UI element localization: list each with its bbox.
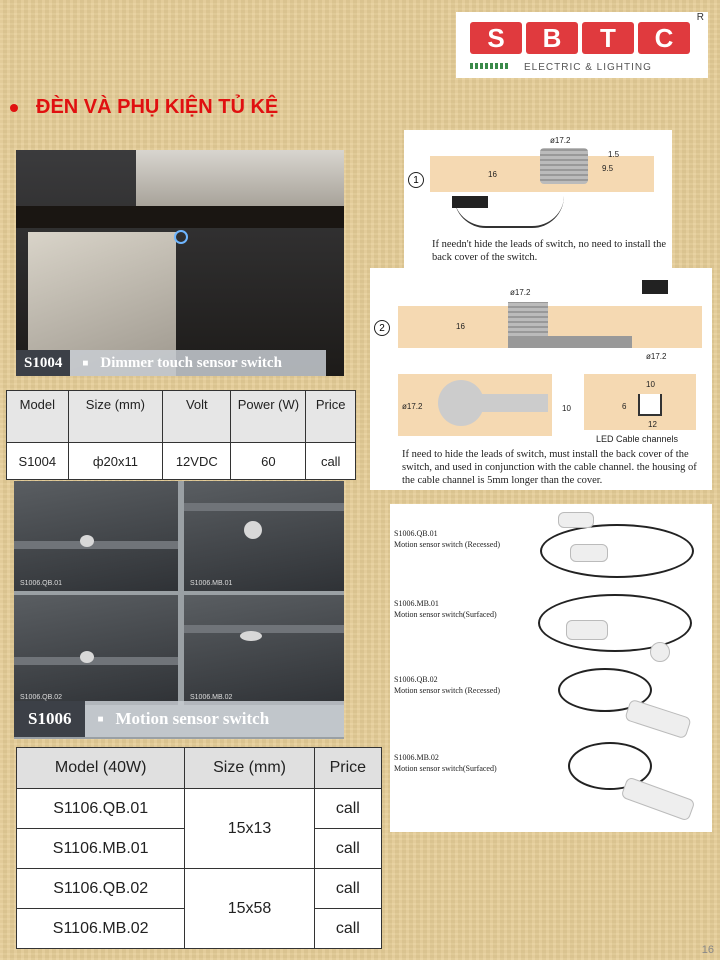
logo-letter: B bbox=[526, 22, 578, 54]
cell-volt: 12VDC bbox=[163, 443, 231, 480]
dim-label: 10 bbox=[562, 404, 571, 413]
diagram1-note: If needn't hide the leads of switch, no need to install the back cover of the switch. bbox=[432, 239, 666, 263]
cell-price: call bbox=[314, 909, 381, 949]
cable-icon bbox=[540, 524, 694, 578]
logo-letter: S bbox=[470, 22, 522, 54]
s1004-spec-table bbox=[6, 390, 356, 480]
col-header: Model bbox=[7, 391, 69, 443]
cell-model: S1106.QB.02 bbox=[17, 869, 185, 909]
sensor-icon bbox=[240, 631, 262, 641]
logo-letter: C bbox=[638, 22, 690, 54]
connector-icon bbox=[642, 280, 668, 294]
sensor-icon bbox=[558, 512, 594, 528]
product-desc: Motion sensor switch (Recessed) bbox=[394, 540, 500, 549]
cable-channel-icon bbox=[638, 394, 662, 416]
product-code: S1006.MB.01 bbox=[394, 599, 439, 608]
s1006-name: Motion sensor switch bbox=[115, 709, 270, 728]
s1004-caption bbox=[16, 350, 326, 376]
sensor-icon bbox=[80, 651, 94, 663]
s1006-caption bbox=[14, 701, 344, 737]
shelf bbox=[16, 206, 344, 228]
col-header: Size (mm) bbox=[185, 748, 314, 789]
back-cover bbox=[508, 336, 632, 348]
page-number: 16 bbox=[701, 944, 714, 956]
sensor-icon bbox=[624, 699, 692, 740]
separator-icon: ■ bbox=[97, 713, 104, 725]
table-header-row bbox=[17, 748, 382, 789]
product-code: S1006.MB.02 bbox=[394, 753, 439, 762]
list-item bbox=[394, 528, 500, 550]
dim-label: 10 bbox=[646, 380, 655, 389]
registered-mark: R bbox=[696, 12, 704, 23]
sensor-icon bbox=[570, 544, 608, 562]
installation-diagram-1 bbox=[404, 130, 672, 268]
s1006-photo-grid bbox=[14, 481, 344, 739]
col-header: Price bbox=[314, 748, 381, 789]
logo-tagline: ELECTRIC & LIGHTING bbox=[524, 62, 652, 73]
list-item bbox=[394, 752, 497, 774]
cell-model: S1106.QB.01 bbox=[17, 789, 185, 829]
s1006-code: S1006 bbox=[14, 701, 85, 737]
cutout-channel bbox=[476, 394, 548, 412]
photo-label: S1006.QB.01 bbox=[20, 580, 63, 587]
cell-price: call bbox=[314, 829, 381, 869]
cell-model: S1004 bbox=[7, 443, 69, 480]
cable-icon bbox=[538, 594, 692, 652]
product-code: S1006.QB.02 bbox=[394, 675, 438, 684]
switch-body bbox=[540, 148, 588, 184]
dim-label: 9.5 bbox=[602, 164, 614, 173]
photo-label: S1006.MB.02 bbox=[190, 694, 233, 701]
list-item bbox=[394, 598, 497, 620]
switch-body bbox=[508, 302, 548, 336]
col-header: Size (mm) bbox=[68, 391, 163, 443]
cell-size: 15x58 bbox=[185, 869, 314, 949]
brand-logo bbox=[456, 12, 708, 78]
touch-sensor-icon bbox=[174, 230, 188, 244]
bullet-icon bbox=[10, 104, 18, 112]
product-desc: Motion sensor switch(Surfaced) bbox=[394, 764, 497, 773]
cabinet-top bbox=[136, 150, 344, 206]
diagram2-note: If need to hide the leads of switch, must install the back cover of the switch, and used in conjunction with the cable channel. the housing of the cable channel is 5mm longer than the cover. bbox=[402, 449, 697, 486]
cell-size: ф20x11 bbox=[68, 443, 163, 480]
table-header-row bbox=[7, 391, 356, 443]
logo-letter: T bbox=[582, 22, 634, 54]
sensor-icon bbox=[80, 535, 94, 547]
product-photo-panel bbox=[390, 504, 712, 832]
connector-icon bbox=[452, 196, 488, 208]
dim-label: ø17.2 bbox=[646, 352, 667, 361]
table-row bbox=[17, 789, 382, 829]
photo-label: S1006.MB.01 bbox=[190, 580, 233, 587]
dim-label: ø17.2 bbox=[510, 288, 531, 297]
cell-price: call bbox=[306, 443, 356, 480]
sensor-icon bbox=[566, 620, 608, 640]
dim-label: 1.5 bbox=[608, 150, 620, 159]
product-desc: Motion sensor switch (Recessed) bbox=[394, 686, 500, 695]
page-title-text: ĐÈN VÀ PHỤ KIỆN TỦ KỆ bbox=[36, 96, 279, 118]
table-row bbox=[7, 443, 356, 480]
dim-label: ø17.2 bbox=[550, 136, 571, 145]
sensor-icon bbox=[244, 521, 262, 539]
photo-label: S1006.QB.02 bbox=[20, 694, 63, 701]
s1004-code: S1004 bbox=[16, 350, 70, 376]
installation-diagram-2 bbox=[370, 268, 712, 490]
s1006-photo bbox=[14, 595, 178, 705]
col-header: Model (40W) bbox=[17, 748, 185, 789]
channel-label: LED Cable channels bbox=[596, 434, 679, 444]
dim-label: 16 bbox=[488, 170, 497, 179]
cell-price: call bbox=[314, 789, 381, 829]
s1006-spec-table bbox=[16, 747, 382, 949]
dim-label: ø17.2 bbox=[402, 402, 423, 411]
col-header: Volt bbox=[163, 391, 231, 443]
s1004-name: Dimmer touch sensor switch bbox=[100, 354, 282, 371]
dim-label: 16 bbox=[456, 322, 465, 331]
product-desc: Motion sensor switch(Surfaced) bbox=[394, 610, 497, 619]
cell-price: call bbox=[314, 869, 381, 909]
step-number: 1 bbox=[408, 172, 424, 188]
list-item bbox=[394, 674, 500, 696]
dim-label: 6 bbox=[622, 402, 627, 411]
col-header: Price bbox=[306, 391, 356, 443]
cell-size: 15x13 bbox=[185, 789, 314, 869]
s1006-photo bbox=[14, 481, 178, 591]
table-row bbox=[17, 869, 382, 909]
dim-label: 12 bbox=[648, 420, 657, 429]
s1004-photo bbox=[16, 150, 344, 376]
step-number: 2 bbox=[374, 320, 390, 336]
sensor-icon bbox=[650, 642, 670, 662]
cell-power: 60 bbox=[231, 443, 306, 480]
page-title bbox=[10, 96, 278, 119]
s1006-photo bbox=[184, 595, 344, 705]
sensor-icon bbox=[620, 776, 695, 821]
col-header: Power (W) bbox=[231, 391, 306, 443]
product-code: S1006.QB.01 bbox=[394, 529, 438, 538]
separator-icon: ■ bbox=[82, 357, 89, 369]
cell-model: S1106.MB.01 bbox=[17, 829, 185, 869]
cell-model: S1106.MB.02 bbox=[17, 909, 185, 949]
logo-bars-icon bbox=[470, 63, 510, 69]
s1006-photo bbox=[184, 481, 344, 591]
